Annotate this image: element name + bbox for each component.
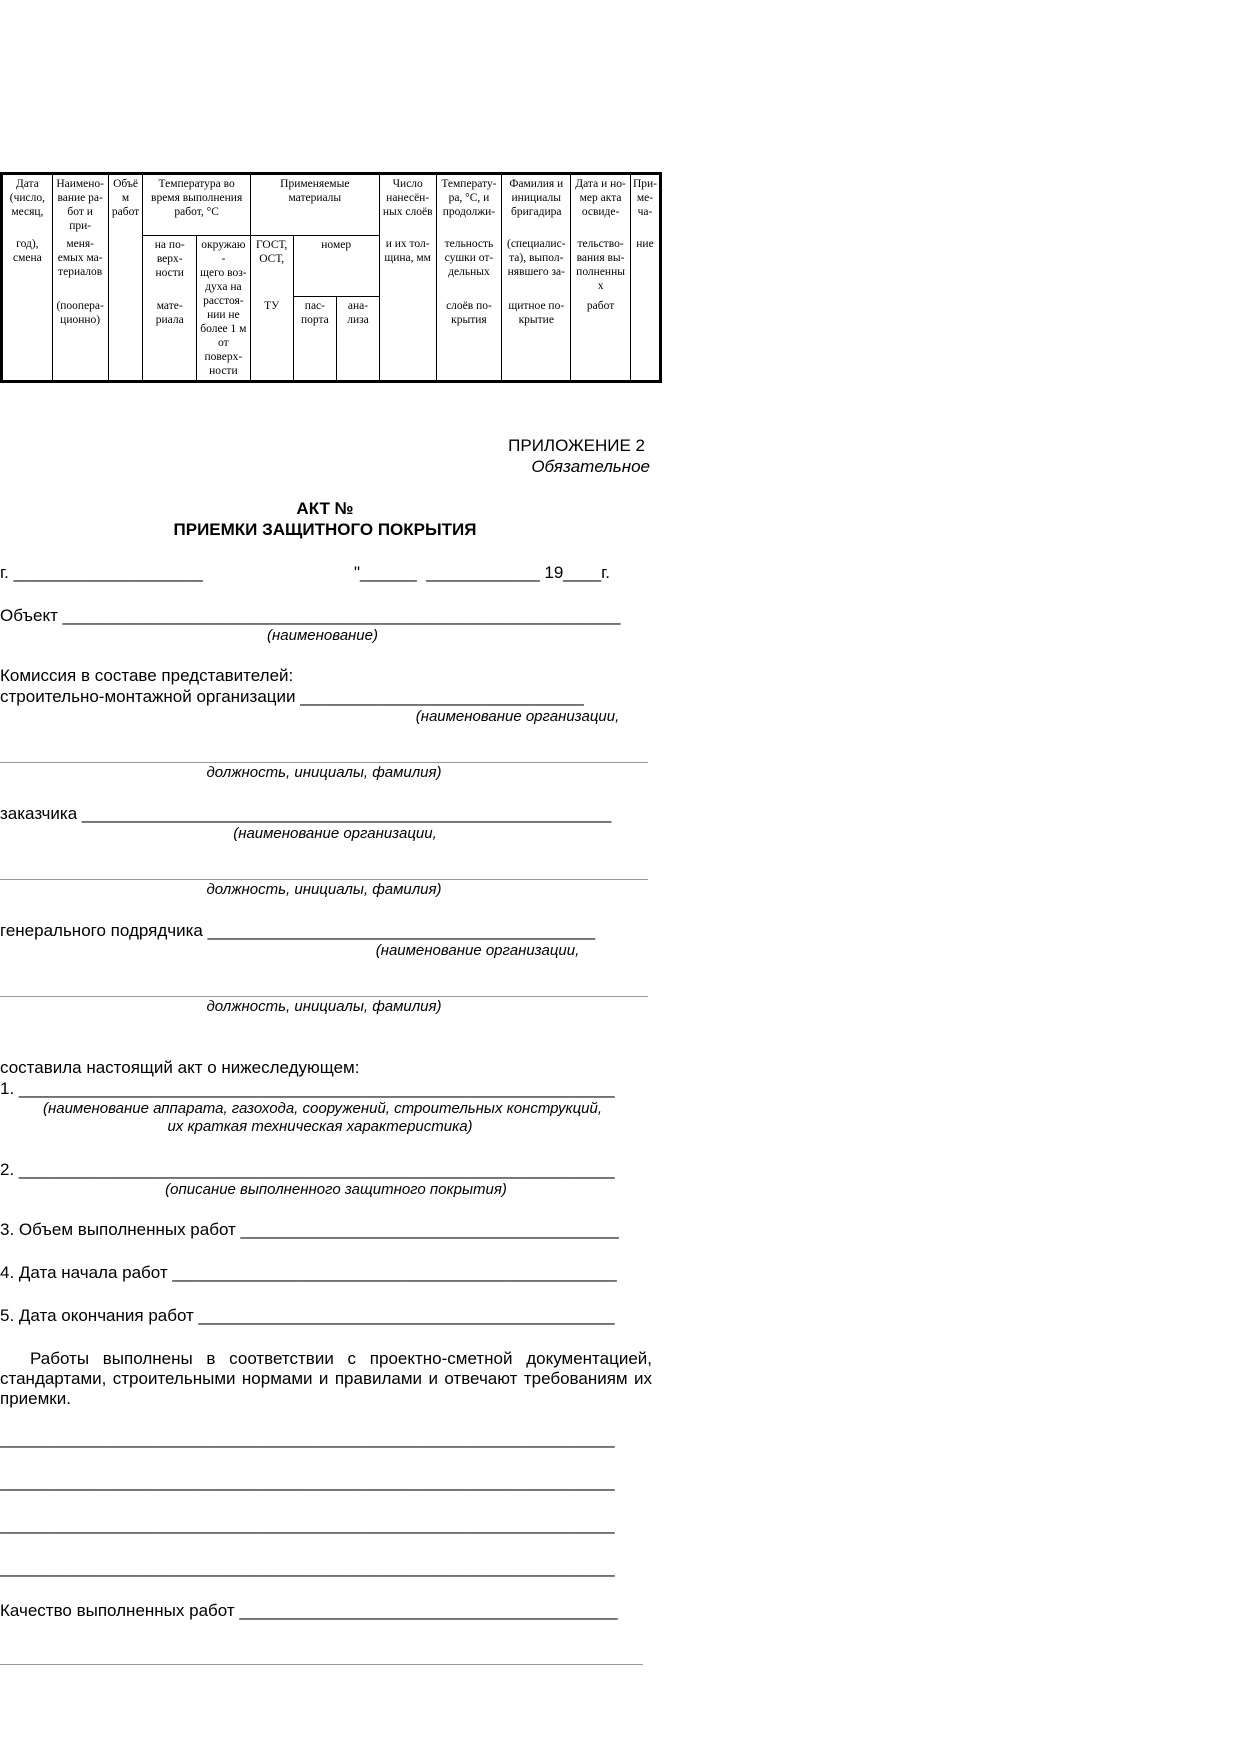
col-temp-air-header: окружаю - щего воз- духа на расстоя- нии не более 1 м от поверх- ности	[196, 235, 250, 381]
smo-field[interactable]: строительно-монтажной организации ______________________________	[0, 687, 584, 706]
customer-position-caption: должность, инициалы, фамилия)	[206, 881, 442, 898]
col-layers-header-2: и их тол- щина, мм	[379, 235, 436, 381]
act-subtitle: ПРИЕМКИ ЗАЩИТНОГО ПОКРЫТИЯ	[173, 520, 477, 539]
col-drying-header: Температу- ра, °С, и продолжи-	[436, 174, 502, 236]
col-tu-header: ТУ	[250, 297, 293, 381]
item-1-caption-2: их краткая техническая характеристика)	[167, 1118, 473, 1135]
smo-position-caption: должность, инициалы, фамилия)	[206, 764, 442, 781]
col-name-header: Наимено- вание ра- бот и при-	[52, 174, 108, 236]
col-volume-body	[108, 235, 143, 381]
works-log-table	[0, 172, 662, 383]
col-brigadier-header: Фамилия и инициалы бригадира	[502, 174, 571, 236]
customer-field[interactable]: заказчика ________________________________________________________	[0, 804, 612, 823]
col-act-header-2: тельство- вания вы- полненны х	[571, 235, 631, 297]
customer-position-line[interactable]	[0, 879, 648, 880]
item-3-field[interactable]: 3. Объем выполненных работ ________________________________________	[0, 1220, 619, 1239]
col-number-header: номер	[293, 235, 379, 297]
col-passport-header: пас- порта	[293, 297, 337, 381]
compliance-paragraph: Работы выполнены в соответствии с проектно-сметной документацией, стандартами, строительными нормами и правилами и отвечают требованиям их приемки.	[0, 1349, 652, 1408]
col-drying-header-2: тельность сушки от- дельных	[436, 235, 502, 297]
smo-position-line[interactable]	[0, 762, 648, 763]
object-caption: (наименование)	[267, 627, 378, 644]
col-drying-header-3: слоёв по- крытия	[436, 297, 502, 381]
general-position-line[interactable]	[0, 996, 648, 997]
date-field[interactable]: "______ ____________ 19____г.	[354, 563, 610, 582]
general-contractor-caption: (наименование организации,	[375, 942, 580, 959]
col-analysis-header: ана- лиза	[337, 297, 380, 381]
col-volume-header: Объё м работ	[108, 174, 143, 236]
item-4-field[interactable]: 4. Дата начала работ _______________________________________________	[0, 1263, 617, 1282]
annex-title: ПРИЛОЖЕНИЕ 2	[508, 436, 645, 455]
blank-line-2[interactable]: _________________________________________________________________	[0, 1472, 615, 1491]
col-note-header-2: ние	[630, 235, 660, 381]
col-temp-surface-header-2: мате- риала	[143, 297, 196, 381]
item-1-caption-1: (наименование аппарата, газохода, сооружений, строительных конструкций,	[42, 1100, 602, 1117]
blank-line-4[interactable]: _________________________________________________________________	[0, 1558, 615, 1577]
col-note-header: При- ме- ча-	[630, 174, 660, 236]
commission-label: Комиссия в составе представителей:	[0, 666, 294, 685]
col-name-header-2: меня- емых ма- териалов	[52, 235, 108, 297]
composed-label: составила настоящий акт о нижеследующем:	[0, 1058, 360, 1077]
city-field[interactable]: г. ____________________	[0, 563, 203, 582]
general-contractor-field[interactable]: генерального подрядчика _________________________________________	[0, 921, 596, 940]
col-act-header: Дата и но- мер акта освиде-	[571, 174, 631, 236]
smo-caption: (наименование организации,	[415, 708, 620, 725]
item-5-field[interactable]: 5. Дата окончания работ ____________________________________________	[0, 1306, 615, 1325]
col-brigadier-header-2: (специалис- та), выпол- нявшего за-	[502, 235, 571, 297]
col-date-header-2: год), смена	[2, 235, 53, 381]
quality-extra-line[interactable]	[0, 1664, 643, 1665]
col-date-header: Дата (число, месяц,	[2, 174, 53, 236]
act-title: АКТ №	[296, 499, 354, 518]
col-temperature-header: Температура во время выполнения работ, °С	[143, 174, 250, 236]
col-materials-header: Применяемые материалы	[250, 174, 379, 236]
col-act-header-3: работ	[571, 297, 631, 381]
quality-field[interactable]: Качество выполненных работ ________________________________________	[0, 1601, 618, 1620]
blank-line-3[interactable]: _________________________________________________________________	[0, 1515, 615, 1534]
col-gost-header: ГОСТ, ОСТ,	[250, 235, 293, 297]
item-1-field[interactable]: 1. _______________________________________________________________	[0, 1079, 615, 1098]
annex-subtitle: Обязательное	[531, 457, 650, 476]
col-temp-surface-header: на по- верх- ности	[143, 235, 196, 297]
customer-caption: (наименование организации,	[233, 825, 437, 842]
blank-line-1[interactable]: _________________________________________________________________	[0, 1429, 615, 1448]
object-field[interactable]: Объект ___________________________________________________________	[0, 606, 621, 625]
col-name-header-3: (поопера- ционно)	[52, 297, 108, 381]
col-brigadier-header-3: щитное по- крытие	[502, 297, 571, 381]
col-layers-header: Число нанесён- ных слоёв	[379, 174, 436, 236]
item-2-field[interactable]: 2. _______________________________________________________________	[0, 1160, 615, 1179]
general-position-caption: должность, инициалы, фамилия)	[206, 998, 442, 1015]
item-2-caption: (описание выполненного защитного покрытия)	[165, 1181, 507, 1198]
